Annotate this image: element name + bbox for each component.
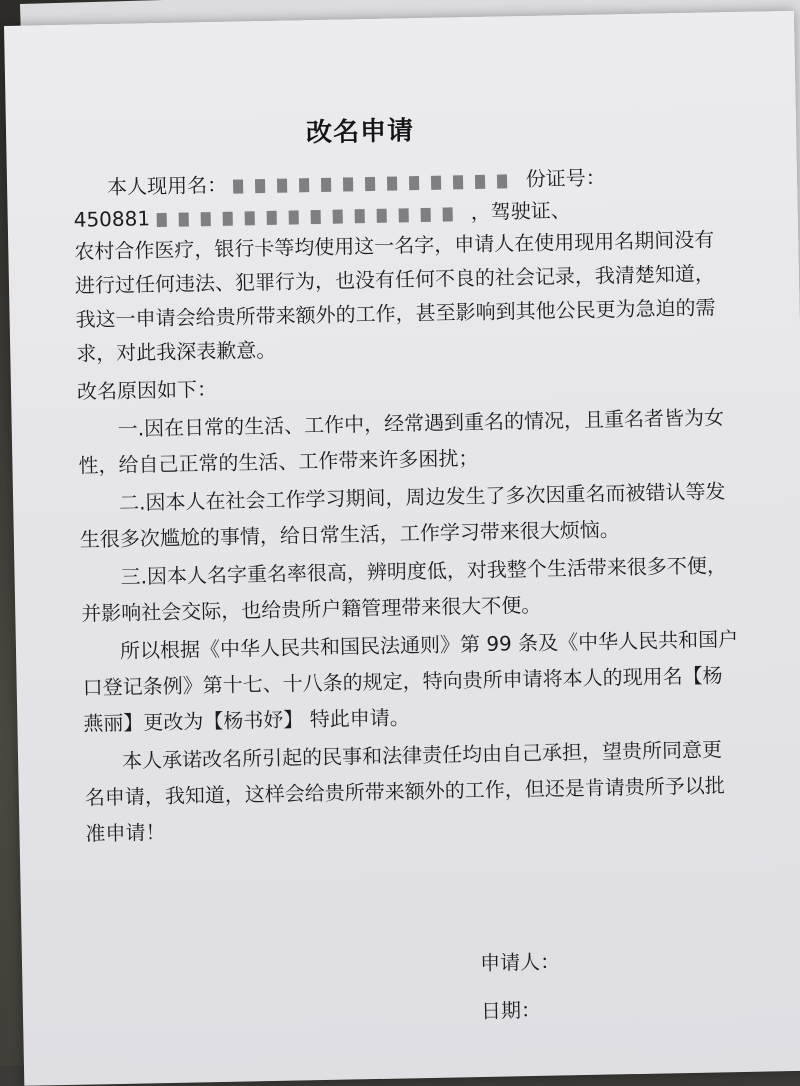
intro-line-5: 我这一申请会给贵所带来额外的工作，甚至影响到其他公民更为急迫的需 bbox=[75, 295, 716, 332]
reason-1-line-1: 一.因在日常的生活、工作中，经常遇到重名的情况，且重名者皆为女 bbox=[117, 405, 725, 441]
intro-line-1 bbox=[107, 164, 606, 201]
applicant-label: 申请人： bbox=[479, 949, 561, 976]
commitment-line-3: 准申请！ bbox=[85, 820, 166, 846]
reason-2-line-1: 二.因本人在社会工作学习期间，周边发生了多次因重名而被错认等发 bbox=[118, 479, 726, 515]
commitment-line-2: 名申请，我知道，这样会给贵所带来额外的工作，但还是肯请贵所予以批 bbox=[84, 773, 725, 810]
reason-2-line-2: 生很多次尴尬的事情，给日常生活，工作学习带来很大烦恼。 bbox=[79, 517, 621, 552]
intro-line-2 bbox=[73, 197, 571, 234]
redacted-id-number bbox=[156, 201, 464, 233]
document-title: 改名申请 bbox=[305, 116, 415, 149]
reasons-heading: 改名原因如下： bbox=[76, 376, 218, 404]
intro-line-6: 求，对此我深表歉意。 bbox=[76, 337, 277, 366]
reason-3-line-1: 三.因本人名字重名率很高，辨明度低，对我整个生活带来很多不便， bbox=[120, 553, 728, 589]
intro-line-4: 进行过任何违法、犯罪行为，也没有任何不良的社会记录，我清楚知道， bbox=[74, 261, 716, 298]
current-name-label: 本人现用名： bbox=[106, 172, 228, 200]
id-number-prefix: 450881 bbox=[73, 206, 151, 232]
redacted-name-and-birth bbox=[233, 168, 519, 199]
document-page bbox=[4, 11, 800, 1086]
date-label: 日期： bbox=[480, 997, 542, 1024]
reason-1-line-2: 性，给自己正常的生活、工作带来许多困扰； bbox=[78, 445, 479, 478]
drivers-license-text: ，驾驶证、 bbox=[470, 198, 571, 225]
reason-3-line-2: 并影响社会交际，也给贵所户籍管理带来很大不便。 bbox=[81, 592, 542, 626]
basis-line-1: 所以根据《中华人民共和国民法通则》第 99 条及《中华人民共和国户 bbox=[119, 627, 739, 663]
commitment-line-1: 本人承诺改名所引起的民事和法律责任均由自己承担，望贵所同意更 bbox=[121, 737, 723, 773]
basis-line-3: 燕丽】更改为【杨书妤】 特此申请。 bbox=[83, 705, 410, 736]
intro-line-3: 农村合作医疗，银行卡等均使用这一名字，申请人在使用现用名期间没有 bbox=[74, 227, 715, 264]
id-number-label: 份证号： bbox=[525, 165, 606, 192]
basis-line-2: 口登记条例》第十七、十八条的规定，特向贵所申请将本人的现用名【杨 bbox=[82, 663, 723, 700]
